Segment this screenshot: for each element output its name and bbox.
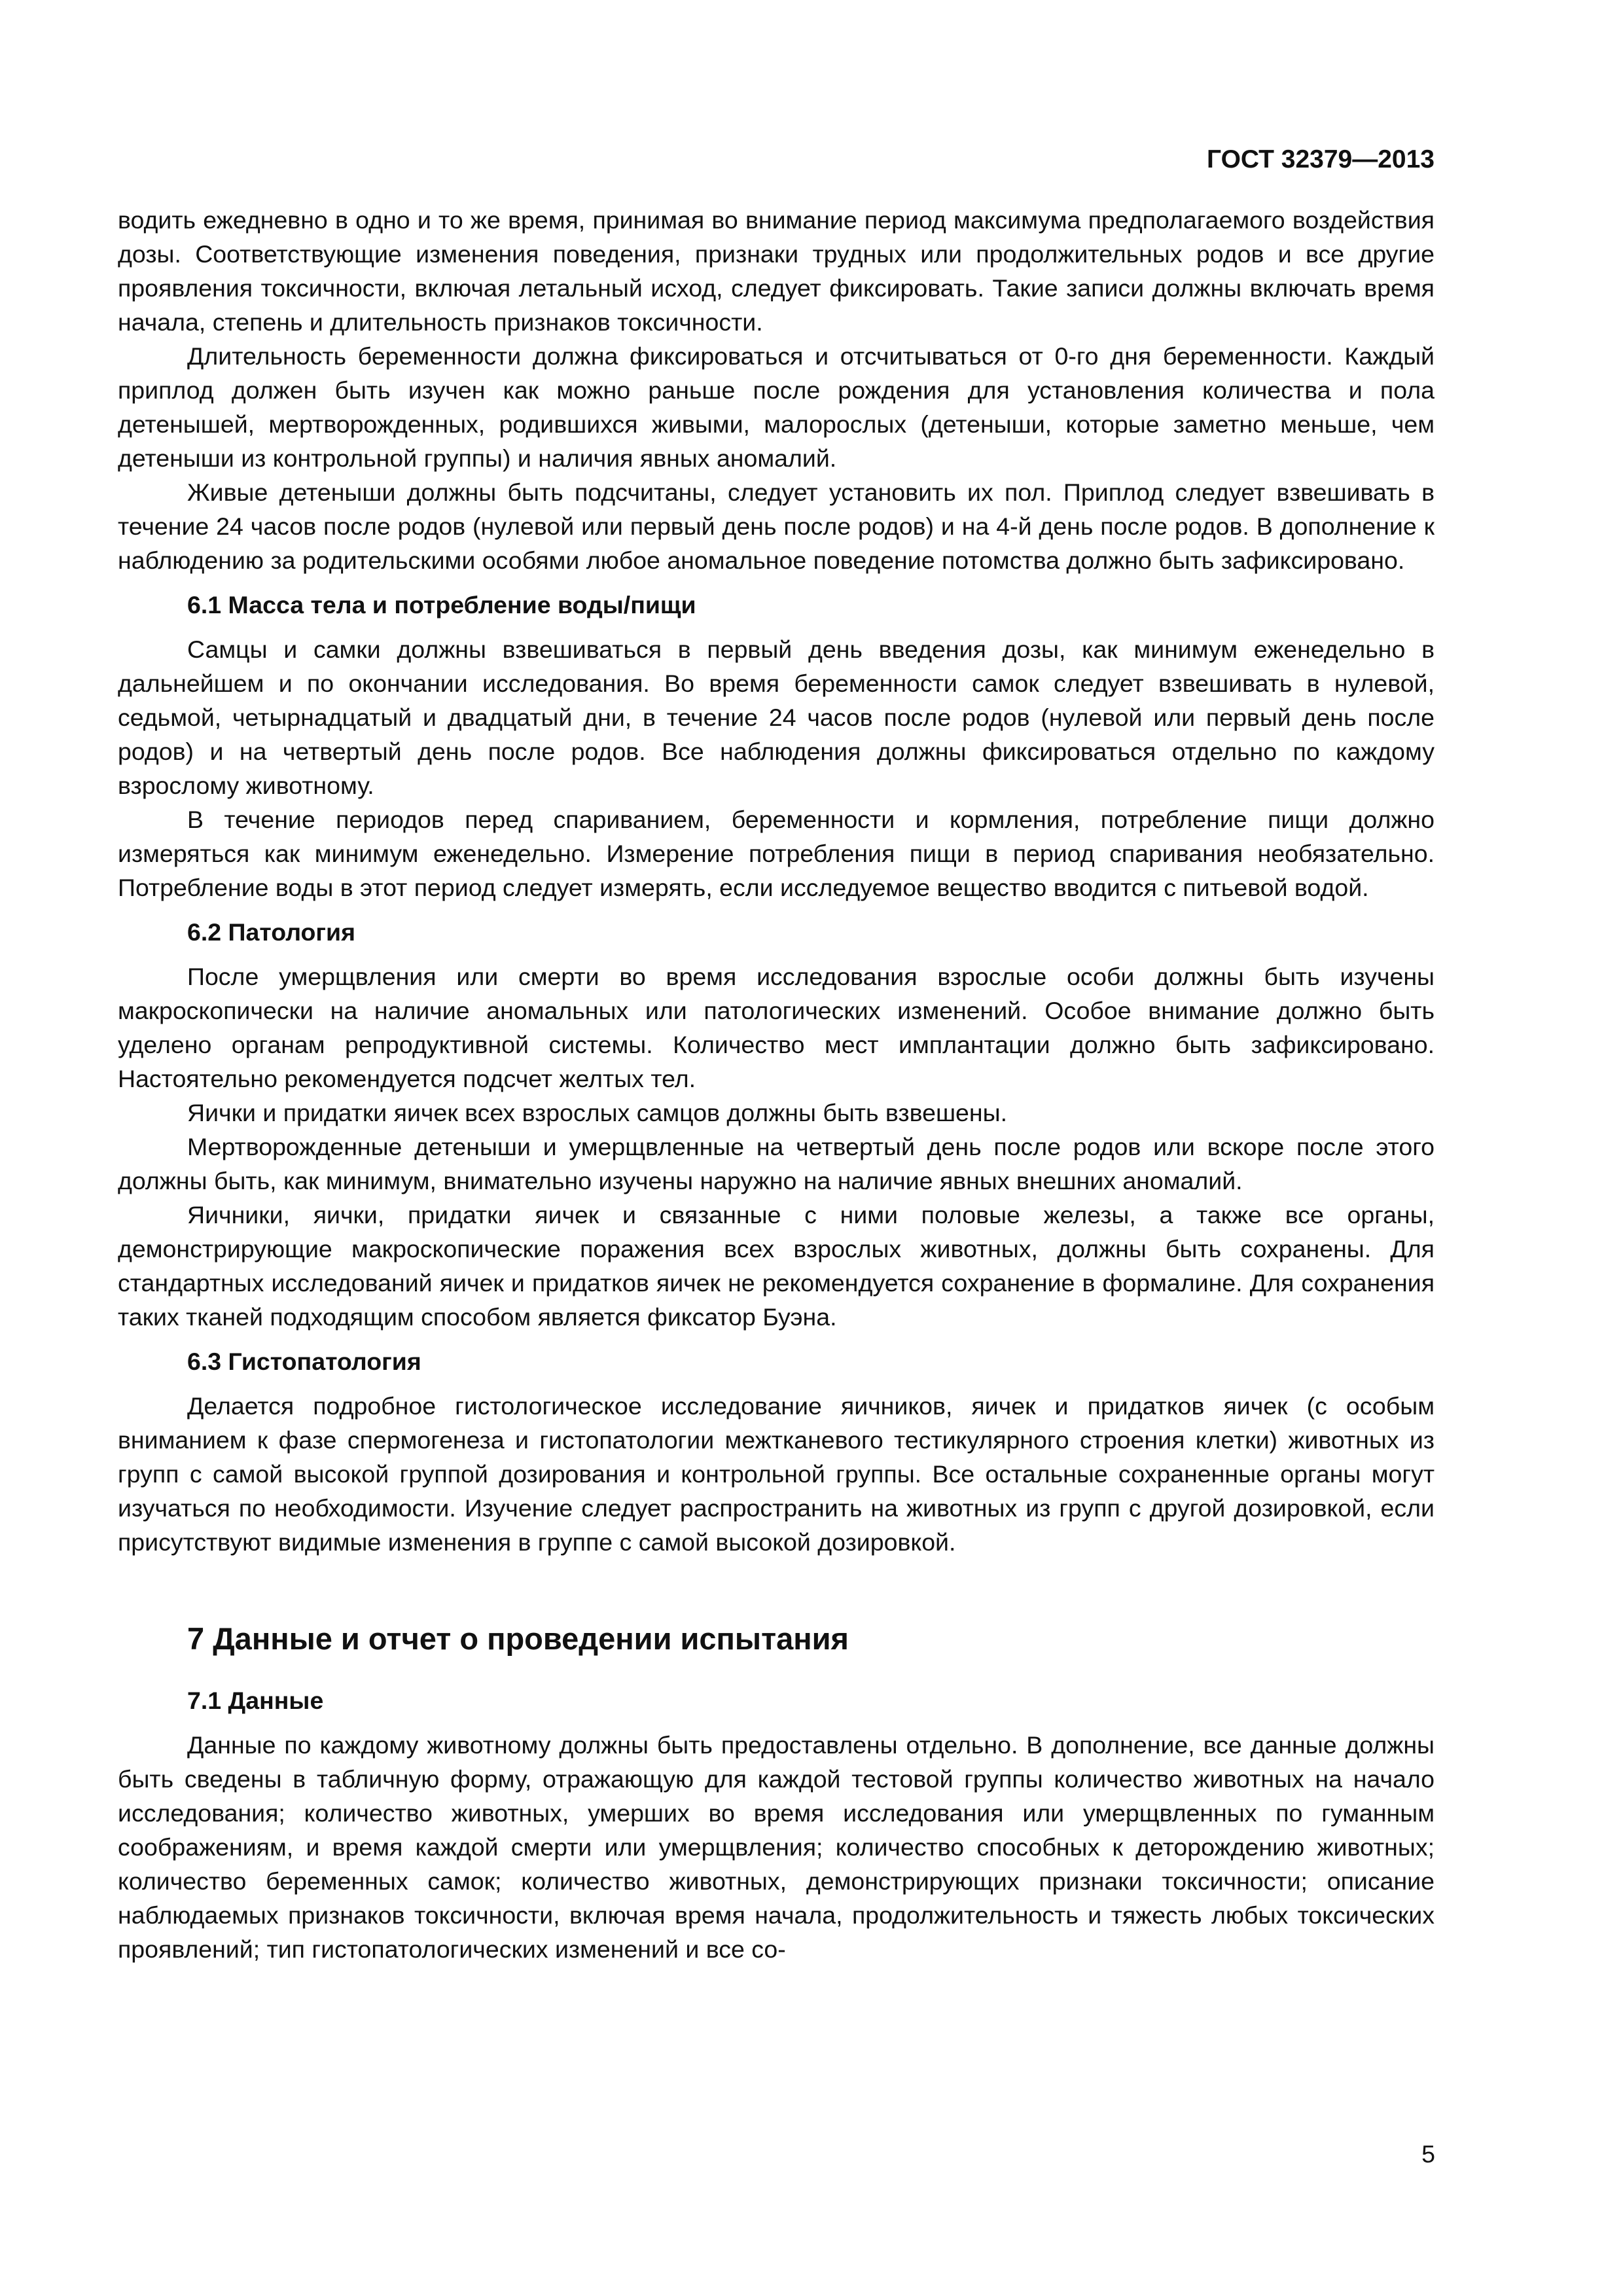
document-page (118, 144, 1435, 1966)
subsection-title-histopathology: 6.3 Гистопатология (187, 1348, 421, 1375)
paragraph-data-table: Данные по каждому животному должны быть предоставлены отдельно. В дополнение, все данные должны быть сведены в табличную форму, отражающую для каждой тестовой группы количество животных на начало исследования; количество животных, умерших во время исследования или умерщвленных по гуманным соображениям, и время каждой смерти или умерщвления; количество способных к деторождению животных; количество беременных самок; количество животных, демонстрирующих признаки токсичности; описание наблюдаемых признаков токсичности, включая время начала, продолжительность и тяжесть любых токсических проявлений; тип гистопатологических изменений и все со- (118, 1731, 1435, 1963)
paragraph-weighing: Самцы и самки должны взвешиваться в первый день введения дозы, как минимум еженедельно в дальнейшем и по окончании исследования. Во время беременности самок следует взвешивать в нулевой, седьмой, четырнадцатый и двадцатый дни, в течение 24 часов после родов (нулевой или первый день после родов) и на четвертый день после родов. Все наблюдения должны фиксироваться отдельно по каждому взрослому животному. (118, 636, 1435, 799)
paragraph-stillborn: Мертворожденные детеныши и умерщвленные на четвертый день после родов или вскоре после этого должны быть, как минимум, внимательно изучены наружно на наличие явных внешних аномалий. (118, 1133, 1435, 1194)
page-number: 5 (1421, 2140, 1435, 2168)
paragraph-histology: Делается подробное гистологическое исследование яичников, яичек и придатков яичек (с особым вниманием к фазе спермогенеза и гистопатологии межтканевого тестикулярного строения клетки) животных из групп с самой высокой группой дозирования и контрольной группы. Все остальные сохраненные органы могут изучаться по необходимости. Изучение следует распространить на животных из групп с другой дозировкой, если присутствуют видимые изменения в группе с самой высокой дозировкой. (118, 1392, 1435, 1556)
paragraph-organ-preservation: Яичники, яички, придатки яичек и связанные с ними половые железы, а также все органы, демонстрирующие макроскопические поражения всех взрослых животных, должны быть сохранены. Для стандартных исследований яичек и придатков яичек не рекомендуется сохранение в формалине. Для сохранения таких тканей подходящим способом является фиксатор Буэна. (118, 1201, 1435, 1331)
paragraph-live-pups: Живые детеныши должны быть подсчитаны, следует установить их пол. Приплод следует взвешивать в течение 24 часов после родов (нулевой или первый день после родов) и на 4-й день после родов. В дополнение к наблюдению за родительскими особями любое аномальное поведение потомства должно быть зафиксировано. (118, 478, 1435, 574)
section-title-data-and-report: 7 Данные и отчет о проведении испытания (187, 1621, 849, 1656)
subsection-title-pathology: 6.2 Патология (187, 918, 355, 946)
paragraph-necropsy: После умерщвления или смерти во время исследования взрослые особи должны быть изучены макроскопически на наличие аномальных или патологических изменений. Особое внимание должно быть уделено органам репродуктивной системы. Количество мест имплантации должно быть зафиксировано. Настоятельно рекомендуется подсчет желтых тел. (118, 963, 1435, 1092)
subsection-title-data: 7.1 Данные (187, 1687, 324, 1714)
paragraph-pregnancy-duration: Длительность беременности должна фиксироваться и отсчитываться от 0-го дня беременности. Каждый приплод должен быть изучен как можно раньше после рождения для установления количества и пола детенышей, мертворожденных, родившихся живыми, малорослых (детеныши, которые заметно меньше, чем детеныши из контрольной группы) и наличия явных аномалий. (118, 342, 1435, 472)
subsection-title-body-weight: 6.1 Масса тела и потребление воды/пищи (187, 591, 696, 619)
paragraph-food-consumption: В течение периодов перед спариванием, беременности и кормления, потребление пищи должно измеряться как минимум еженедельно. Измерение потребления пищи в период спаривания необязательно. Потребление воды в этот период следует измерять, если исследуемое вещество вводится с питьевой водой. (118, 806, 1435, 901)
paragraph-testes-weight: Яички и придатки яичек всех взрослых самцов должны быть взвешены. (187, 1099, 1007, 1126)
paragraph-observations: водить ежедневно в одно и то же время, принимая во внимание период максимума предполагаемого воздействия дозы. Соответствующие изменения поведения, признаки трудных или продолжительных родов и все другие проявления токсичности, включая летальный исход, следует фиксировать. Такие записи должны включать время начала, степень и длительность признаков токсичности. (118, 206, 1435, 336)
document-number-header: ГОСТ 32379—2013 (1207, 145, 1435, 173)
